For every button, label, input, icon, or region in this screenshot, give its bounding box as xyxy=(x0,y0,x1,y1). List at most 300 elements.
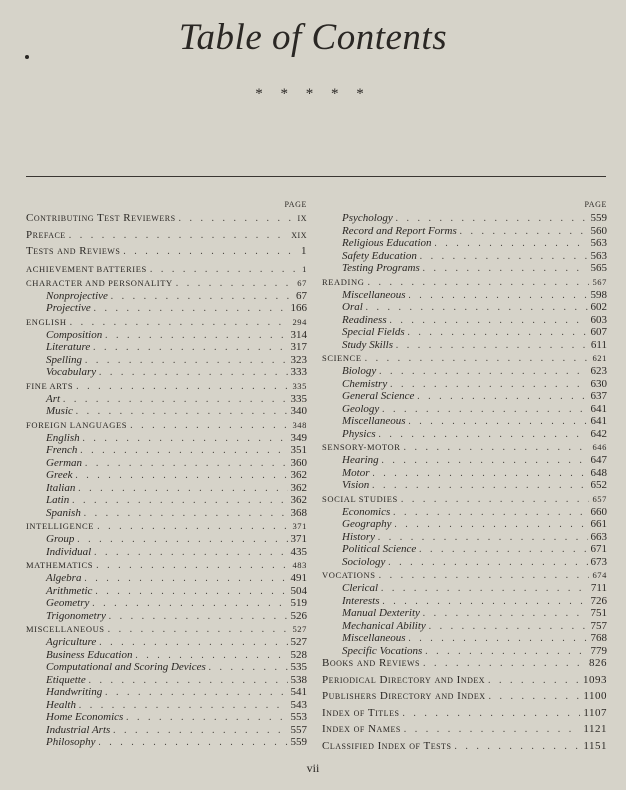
toc-entry-page: 371 xyxy=(292,521,307,531)
toc-entry-page: 657 xyxy=(592,493,607,504)
toc-entry-label: Spanish xyxy=(46,506,81,519)
dot-leader xyxy=(99,367,287,378)
dot-leader xyxy=(99,737,288,748)
toc-entry-sub xyxy=(322,365,607,378)
dot-leader xyxy=(105,330,287,341)
toc-entry-label: French xyxy=(46,444,78,456)
dot-leader xyxy=(460,226,588,237)
toc-entry-sub xyxy=(322,467,607,480)
toc-entry-page: 607 xyxy=(590,326,607,338)
toc-entry-sub xyxy=(322,378,607,391)
toc-entry-label: ACHIEVEMENT BATTERIES xyxy=(26,263,147,274)
toc-entry-sub xyxy=(322,543,607,556)
dot-leader xyxy=(179,213,295,224)
dot-leader xyxy=(89,675,288,686)
dot-leader xyxy=(395,519,588,530)
toc-entry-label: Psychology xyxy=(342,212,393,224)
dot-leader xyxy=(85,355,287,366)
toc-entry-page: 557 xyxy=(290,723,307,736)
toc-entry-label: Special Fields xyxy=(342,326,405,338)
dot-leader xyxy=(94,547,287,558)
toc-entry-label: Miscellaneous xyxy=(342,288,406,301)
toc-entry-page: 1100 xyxy=(583,690,607,702)
toc-entry-label: Specific Vocations xyxy=(342,644,423,657)
dot-leader xyxy=(78,483,287,494)
toc-entry-label: READING xyxy=(322,276,365,287)
toc-entry-sub xyxy=(322,390,607,403)
toc-entry-label: Religious Education xyxy=(342,237,432,249)
toc-entry-sub xyxy=(322,595,607,608)
toc-entry-page: 641 xyxy=(590,415,607,427)
dot-leader xyxy=(409,290,588,301)
toc-entry-label: Algebra xyxy=(46,572,82,584)
toc-entry-sec xyxy=(322,442,607,454)
toc-entry-page: 333 xyxy=(290,366,307,378)
toc-entry-label: Spelling xyxy=(46,353,83,366)
toc-entry-label: Miscellaneous xyxy=(342,632,406,644)
toc-entry-label: SOCIAL STUDIES xyxy=(322,493,398,504)
dot-leader xyxy=(488,675,580,686)
dot-leader xyxy=(373,468,588,479)
toc-entry-main xyxy=(322,674,607,691)
toc-entry-label: General Science xyxy=(342,390,415,402)
toc-entry-label: English xyxy=(46,431,80,444)
dot-leader xyxy=(126,712,287,723)
toc-entry-sub xyxy=(322,289,607,302)
toc-entry-label: SENSORY-MOTOR xyxy=(322,442,401,452)
dot-leader xyxy=(423,658,586,669)
toc-entry-label: Record and Report Forms xyxy=(342,224,457,237)
toc-entry-label: Preface xyxy=(26,228,66,241)
toc-entry-page: 362 xyxy=(290,469,307,481)
toc-entry-page: 611 xyxy=(590,338,607,351)
dot-leader xyxy=(382,596,587,607)
toc-entry-sec xyxy=(26,624,307,636)
toc-entry-sub xyxy=(322,454,607,467)
toc-entry-page: 768 xyxy=(590,632,607,644)
dot-leader xyxy=(111,291,293,302)
dot-leader xyxy=(423,608,588,619)
toc-right-column xyxy=(322,200,607,756)
dot-leader xyxy=(393,507,587,518)
toc-entry-sub xyxy=(322,237,607,250)
toc-entry-label: Hearing xyxy=(342,454,379,466)
dot-leader xyxy=(113,725,287,736)
dot-leader xyxy=(108,624,290,635)
toc-entry-sub xyxy=(26,482,307,495)
toc-entry-label: Agriculture xyxy=(46,636,97,648)
toc-entry-label: Industrial Arts xyxy=(46,723,111,736)
toc-entry-page: 565 xyxy=(590,262,607,274)
dot-leader xyxy=(420,251,588,262)
toc-entry-page: 621 xyxy=(592,353,607,363)
toc-entry-label: Books and Reviews xyxy=(322,657,421,669)
toc-entry-sub xyxy=(26,302,307,315)
toc-entry-page: 368 xyxy=(290,506,307,519)
toc-entry-page: 751 xyxy=(590,607,607,619)
dot-leader xyxy=(390,315,588,326)
toc-entry-label: Geology xyxy=(342,402,380,415)
dot-leader xyxy=(423,263,588,274)
toc-entry-label: Etiquette xyxy=(46,673,86,686)
toc-entry-page: 630 xyxy=(590,377,607,390)
dot-leader xyxy=(425,646,587,657)
dot-leader xyxy=(401,494,590,505)
dot-leader xyxy=(388,557,587,568)
toc-entry-label: Mechanical Ability xyxy=(342,619,426,632)
toc-entry-label: FOREIGN LANGUAGES xyxy=(26,419,128,430)
toc-entry-sub xyxy=(26,457,307,470)
toc-entry-label: Index of Titles xyxy=(322,706,400,719)
toc-entry-main xyxy=(322,740,607,757)
toc-entry-page: 538 xyxy=(290,673,307,686)
toc-entry-label: Chemistry xyxy=(342,377,388,390)
toc-entry-label: Nonprojective xyxy=(46,289,108,302)
dot-leader xyxy=(105,687,287,698)
toc-entry-label: Home Economics xyxy=(46,711,124,723)
dot-leader xyxy=(390,379,587,390)
toc-entry-sub xyxy=(322,556,607,569)
toc-entry-sub xyxy=(26,585,307,598)
toc-entry-main xyxy=(322,707,607,724)
toc-entry-sub xyxy=(322,632,607,645)
toc-entry-label: INTELLIGENCE xyxy=(26,521,95,531)
toc-entry-main xyxy=(26,245,307,262)
toc-entry-page: 598 xyxy=(590,288,607,301)
horizontal-rule xyxy=(26,176,606,177)
toc-entry-page: 642 xyxy=(590,427,607,440)
toc-entry-page: 541 xyxy=(290,686,307,698)
toc-entry-sub xyxy=(26,405,307,418)
toc-entry-sub xyxy=(26,674,307,687)
toc-entry-page: 563 xyxy=(590,237,607,249)
dot-leader xyxy=(372,480,587,491)
toc-entry-page: 535 xyxy=(290,661,307,673)
dot-leader xyxy=(396,340,588,351)
toc-entry-sub xyxy=(26,597,307,610)
toc-entry-page: 351 xyxy=(290,444,307,456)
toc-entry-page: 711 xyxy=(590,582,607,594)
toc-entry-label: Economics xyxy=(342,505,391,518)
toc-entry-label: Publishers Directory and Index xyxy=(322,690,486,702)
toc-entry-label: Clerical xyxy=(342,582,379,594)
toc-entry-label: Health xyxy=(46,698,76,711)
toc-entry-sub xyxy=(26,546,307,559)
toc-entry-label: SCIENCE xyxy=(322,353,362,363)
toc-entry-sub xyxy=(26,724,307,737)
toc-entry-sub xyxy=(26,341,307,354)
dot-leader xyxy=(367,277,589,288)
toc-entry-sub xyxy=(322,607,607,620)
dot-leader xyxy=(77,534,287,545)
toc-entry-sub xyxy=(26,661,307,674)
dot-leader xyxy=(365,353,590,364)
toc-entry-main xyxy=(322,723,607,740)
toc-entry-label: History xyxy=(342,530,375,543)
toc-entry-sub xyxy=(322,339,607,352)
toc-entry-page: 563 xyxy=(590,249,607,262)
toc-entry-page: 637 xyxy=(590,390,607,402)
toc-entry-label: Index of Names xyxy=(322,723,401,735)
toc-entry-sub xyxy=(26,533,307,546)
toc-entry-sub xyxy=(26,354,307,367)
dot-leader xyxy=(70,317,290,328)
toc-entry-page: 340 xyxy=(290,405,307,417)
dot-leader xyxy=(92,598,287,609)
toc-entry-page: 757 xyxy=(590,619,607,632)
toc-entry-page: 726 xyxy=(590,594,607,607)
toc-entry-page: 660 xyxy=(590,505,607,518)
toc-entry-page: 543 xyxy=(290,698,307,711)
toc-entry-label: Arithmetic xyxy=(46,584,93,597)
toc-entry-page: 673 xyxy=(590,555,607,568)
toc-entry-sec xyxy=(322,494,607,506)
dot-leader xyxy=(379,570,590,581)
toc-entry-label: Safety Education xyxy=(342,249,417,262)
toc-entry-sub xyxy=(26,432,307,445)
dot-leader xyxy=(69,230,289,241)
dot-leader xyxy=(404,442,590,453)
toc-entry-label: Periodical Directory and Index xyxy=(322,673,486,686)
toc-entry-sec xyxy=(26,420,307,432)
dot-leader xyxy=(378,532,588,543)
toc-entry-sub xyxy=(322,531,607,544)
dot-leader xyxy=(83,433,288,444)
toc-entry-sec xyxy=(322,570,607,582)
toc-entry-page: 362 xyxy=(290,494,307,506)
dot-leader xyxy=(382,404,587,415)
toc-entry-label: FINE ARTS xyxy=(26,380,74,391)
toc-entry-label: ENGLISH xyxy=(26,316,67,327)
toc-entry-label: Manual Dexterity xyxy=(342,607,420,619)
toc-entry-page: 67 xyxy=(296,289,307,302)
dot-leader xyxy=(417,391,587,402)
toc-entry-page: 323 xyxy=(290,353,307,366)
toc-entry-label: MISCELLANEOUS xyxy=(26,624,105,634)
dot-leader xyxy=(404,724,581,735)
toc-entry-page: 1107 xyxy=(583,706,607,719)
toc-entry-page: 335 xyxy=(292,380,307,391)
toc-entry-sec xyxy=(322,277,607,289)
toc-entry-page: 349 xyxy=(290,431,307,444)
dot-leader xyxy=(93,342,287,353)
dot-leader xyxy=(80,445,287,456)
page-number: vii xyxy=(306,761,320,775)
dot-leader xyxy=(94,303,288,314)
toc-entry-label: CHARACTER AND PERSONALITY xyxy=(26,277,173,288)
toc-entry-label: Oral xyxy=(342,301,363,313)
toc-entry-page: 553 xyxy=(290,711,307,723)
dot-leader xyxy=(96,560,289,571)
dot-leader xyxy=(75,470,287,481)
toc-entry-main xyxy=(322,657,607,674)
toc-entry-label: Biology xyxy=(342,365,377,377)
toc-entry-label: Geometry xyxy=(46,597,90,609)
toc-entry-label: Tests and Reviews xyxy=(26,245,121,257)
dot-leader xyxy=(150,264,299,275)
toc-entry-page: 602 xyxy=(590,301,607,313)
toc-entry-sec xyxy=(26,560,307,572)
toc-entry-page: 648 xyxy=(590,466,607,479)
toc-entry-sub xyxy=(322,506,607,519)
toc-entry-label: VOCATIONS xyxy=(322,570,376,580)
dot-leader xyxy=(402,708,580,719)
dot-leader xyxy=(419,544,587,555)
toc-entry-sub xyxy=(26,686,307,699)
toc-entry-label: Greek xyxy=(46,469,73,481)
dot-leader xyxy=(366,302,588,313)
toc-entry-page: xix xyxy=(291,228,307,241)
toc-entry-label: Projective xyxy=(46,302,91,314)
toc-entry-page: 526 xyxy=(290,609,307,622)
page-column-heading: PAGE xyxy=(584,200,607,209)
dot-leader xyxy=(379,429,588,440)
dot-leader xyxy=(489,691,581,702)
dot-leader xyxy=(123,246,298,257)
toc-entry-main xyxy=(322,690,607,707)
toc-entry-page: 647 xyxy=(590,454,607,466)
toc-entry-page: 67 xyxy=(297,277,307,288)
dot-leader xyxy=(76,406,288,417)
toc-entry-sub xyxy=(26,636,307,649)
toc-entry-sub xyxy=(26,366,307,379)
dot-leader xyxy=(109,611,288,622)
toc-entry-page: 504 xyxy=(290,584,307,597)
toc-entry-sub xyxy=(322,301,607,314)
dot-leader xyxy=(435,238,588,249)
toc-entry-sub xyxy=(322,428,607,441)
toc-entry-label: Classified Index of Tests xyxy=(322,739,452,752)
toc-entry-sub xyxy=(322,582,607,595)
toc-entry-page: 603 xyxy=(590,313,607,326)
dot-leader xyxy=(84,573,287,584)
dot-leader xyxy=(63,394,287,405)
toc-entry-label: Group xyxy=(46,533,75,545)
toc-entry-sub xyxy=(26,494,307,507)
toc-entry-label: Vocabulary xyxy=(46,366,97,378)
toc-entry-label: Computational and Scoring Devices xyxy=(46,661,206,673)
toc-entry-page: 652 xyxy=(590,479,607,491)
toc-entry-page: 567 xyxy=(592,276,607,287)
toc-entry-label: Individual xyxy=(46,545,92,558)
toc-entry-page: ix xyxy=(297,212,307,224)
toc-entry-label: Miscellaneous xyxy=(342,415,406,427)
toc-entry-page: 674 xyxy=(592,570,607,580)
dot-leader xyxy=(76,381,289,392)
toc-entry-sub xyxy=(26,711,307,724)
toc-entry-page: 348 xyxy=(292,419,307,430)
toc-entry-sec xyxy=(26,264,307,276)
toc-entry-label: Philosophy xyxy=(46,736,96,748)
toc-entry-sub xyxy=(322,479,607,492)
toc-entry-page: 519 xyxy=(290,597,307,609)
toc-left-column xyxy=(26,200,307,749)
toc-entry-label: Literature xyxy=(46,341,91,353)
toc-entry-sub xyxy=(322,225,607,238)
toc-entry-page: 623 xyxy=(590,365,607,377)
toc-entry-label: German xyxy=(46,456,83,469)
dot-leader xyxy=(381,583,588,594)
dot-leader xyxy=(72,495,287,506)
toc-entry-label: Latin xyxy=(46,494,70,506)
toc-entry-label: Political Science xyxy=(342,543,417,555)
toc-entry-page: 527 xyxy=(290,636,307,648)
dot-leader xyxy=(396,213,588,224)
dot-leader xyxy=(99,637,287,648)
toc-entry-page: 1 xyxy=(302,263,307,274)
toc-entry-page: 491 xyxy=(290,572,307,584)
toc-entry-main xyxy=(26,229,307,246)
dot-leader xyxy=(408,327,588,338)
toc-entry-sub xyxy=(322,518,607,531)
dot-leader xyxy=(85,458,287,469)
toc-entry-page: 826 xyxy=(589,657,607,669)
toc-entry-sec xyxy=(26,521,307,533)
toc-entry-page: 1121 xyxy=(583,723,607,735)
toc-entry-label: Geography xyxy=(342,518,392,530)
toc-entry-sub xyxy=(26,329,307,342)
dot-leader xyxy=(95,586,287,597)
toc-entry-sub xyxy=(26,699,307,712)
toc-entry-page: 528 xyxy=(290,648,307,661)
toc-entry-page: 1093 xyxy=(583,673,607,686)
toc-entry-sub xyxy=(322,250,607,263)
toc-entry-sub xyxy=(322,326,607,339)
toc-entry-page: 661 xyxy=(590,518,607,530)
toc-entry-sub xyxy=(322,403,607,416)
toc-entry-sub xyxy=(322,212,607,225)
toc-entry-page: 435 xyxy=(290,545,307,558)
dot-leader xyxy=(130,420,289,431)
page-title: Table of Contents xyxy=(178,17,448,58)
toc-entry-page: 646 xyxy=(592,442,607,452)
toc-entry-sub xyxy=(26,507,307,520)
toc-entry-sec xyxy=(322,353,607,365)
toc-entry-sub xyxy=(26,290,307,303)
toc-entry-sub xyxy=(26,393,307,406)
dot-leader xyxy=(429,621,588,632)
toc-entry-page: 560 xyxy=(590,224,607,237)
toc-entry-sub xyxy=(26,610,307,623)
toc-entry-label: Study Skills xyxy=(342,338,394,351)
dot-leader xyxy=(79,700,288,711)
toc-entry-label: Testing Programs xyxy=(342,262,420,274)
dot-leader xyxy=(176,278,295,289)
toc-entry-sub xyxy=(322,645,607,658)
toc-entry-label: Music xyxy=(46,405,73,417)
toc-entry-sub xyxy=(26,736,307,749)
toc-entry-label: Italian xyxy=(46,481,76,494)
toc-entry-page: 317 xyxy=(290,341,307,353)
toc-entry-label: Business Education xyxy=(46,648,133,661)
toc-entry-page: 779 xyxy=(590,644,607,657)
toc-entry-label: Physics xyxy=(342,427,376,440)
dot-leader xyxy=(454,741,580,752)
toc-entry-label: MATHEMATICS xyxy=(26,560,94,570)
toc-entry-label: Art xyxy=(46,392,61,405)
toc-entry-page: 360 xyxy=(290,456,307,469)
toc-entry-sub xyxy=(322,314,607,327)
star-ornament: * * * * * xyxy=(255,86,371,102)
toc-entry-sub xyxy=(322,620,607,633)
dot-leader xyxy=(409,416,588,427)
toc-entry-label: Vision xyxy=(342,479,370,491)
dot-leader xyxy=(382,455,588,466)
toc-entry-list xyxy=(322,212,607,756)
toc-entry-sec xyxy=(26,381,307,393)
toc-entry-page: 371 xyxy=(290,533,307,545)
toc-entry-sub xyxy=(26,649,307,662)
